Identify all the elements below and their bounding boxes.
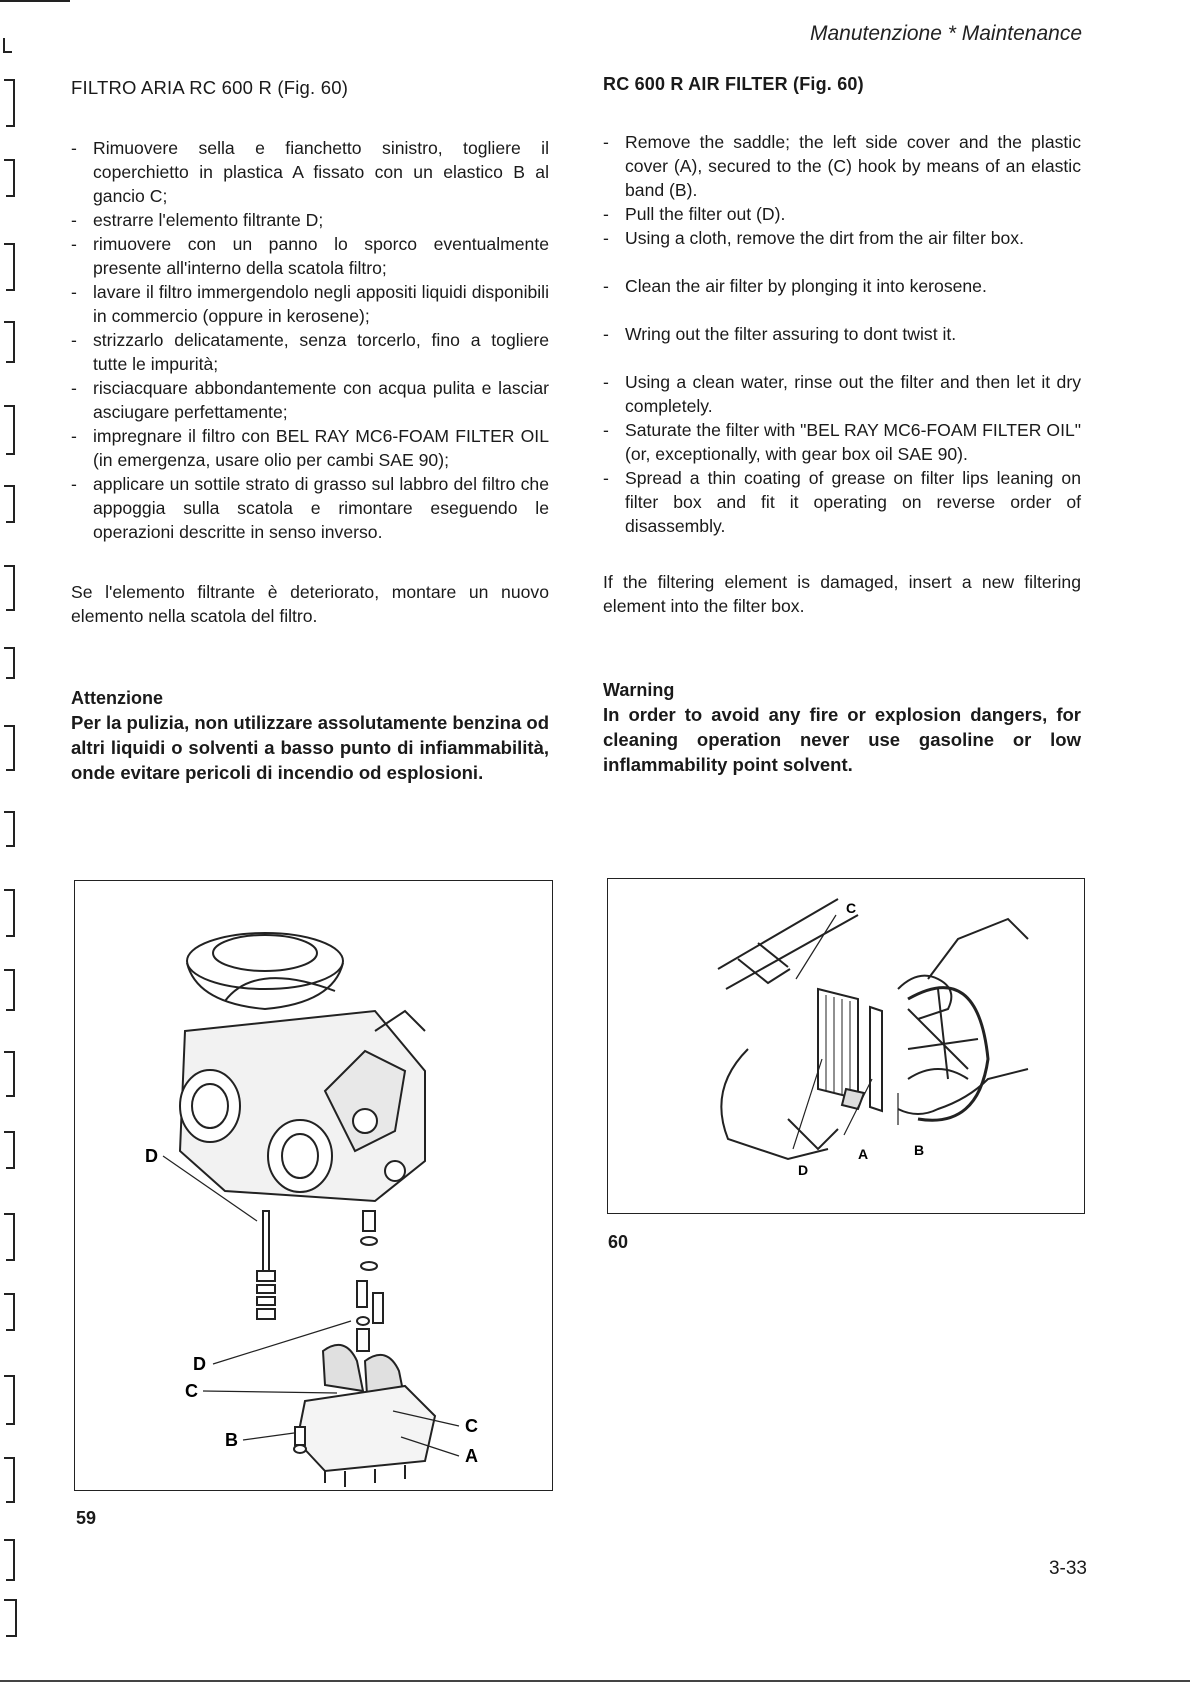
list-item: - Spread a thin coating of grease on filter lips leaning on filter box and fit it operating on reverse order of disassembly. [603,466,1081,538]
list-item: - Using a cloth, remove the dirt from the air filter box. [603,226,1081,250]
label-a: A [465,1446,478,1466]
figure-59-number: 59 [76,1508,97,1528]
english-steps [603,130,1081,538]
figure-60-number: 60 [608,1232,629,1252]
binding-margin-marks [0,0,28,1684]
label-c: C [846,900,857,916]
list-item: - rimuovere con un panno lo sporco eventualmente presente all'interno della scatola filtro; [71,232,549,280]
label-c-right: C [465,1416,478,1436]
figure-60-box [607,878,1085,1214]
running-head: Manutenzione * Maintenance [809,22,1082,45]
label-d-upper: D [145,1146,158,1166]
english-note: If the filtering element is damaged, insert a new filtering element into the filter box. [603,572,1081,616]
label-d: D [798,1162,809,1178]
list-item: - Pull the filter out (D). [603,202,1081,226]
italian-warning [71,686,549,785]
air-filter-illustration [608,879,1084,1213]
english-warning-body: In order to avoid any fire or explosion dangers, for cleaning operation never use gasoline or low inflammability point solvent. [603,704,1081,775]
english-warning-title: Warning [603,680,675,700]
list-item: - risciacquare abbondantemente con acqua pulita e lasciar asciugare perfettamente; [71,376,549,424]
list-item: - Wring out the filter assuring to dont twist it. [603,322,1081,346]
italian-column [71,76,550,783]
list-item: - Using a clean water, rinse out the filter and then let it dry completely. [603,370,1081,418]
italian-note: Se l'elemento filtrante è deteriorato, montare un nuovo elemento nella scatola del filtro. [71,582,549,626]
italian-warning-body: Per la pulizia, non utilizzare assolutamente benzina od altri liquidi o solventi a basso punto di infiammabilità, onde evitare pericoli di incendio od esplosioni. [71,712,550,783]
list-item: - Saturate the filter with "BEL RAY MC6-FOAM FILTER OIL" (or, exceptionally, with gear box oil SAE 90). [603,418,1081,466]
italian-warning-title: Attenzione [71,688,163,708]
list-item: - Remove the saddle; the left side cover and the plastic cover (A), secured to the (C) hook by means of an elastic band (B). [603,130,1081,202]
label-d-lower: D [193,1354,206,1374]
label-b: B [225,1430,238,1450]
italian-steps [71,136,549,544]
english-warning [603,678,1081,777]
figure-59-box [74,880,553,1491]
label-a: A [858,1146,869,1162]
english-column [603,72,1081,775]
list-item: - applicare un sottile strato di grasso sul labbro del filtro che appoggia sulla scatola e rimontare eseguendo le operazioni descritte in senso inverso. [71,472,549,544]
list-item: - estrarre l'elemento filtrante D; [71,208,549,232]
english-title: RC 600 R AIR FILTER (Fig. 60) [603,74,864,94]
bottom-edge-line [0,1680,1190,1682]
list-item: - Rimuovere sella e fianchetto sinistro, togliere il coperchietto in plastica A fissato con un elastico B al gancio C; [71,136,549,208]
label-c-left: C [185,1381,198,1401]
list-item: - lavare il filtro immergendolo negli appositi liquidi disponibili in commercio (oppure in kerosene); [71,280,549,328]
italian-title: FILTRO ARIA RC 600 R (Fig. 60) [71,77,349,98]
list-item: - impregnare il filtro con BEL RAY MC6-FOAM FILTER OIL (in emergenza, usare olio per cambi SAE 90); [71,424,549,472]
carburettor-illustration [75,881,552,1490]
list-item: - Clean the air filter by plonging it into kerosene. [603,274,1081,298]
label-b: B [914,1142,925,1158]
list-item: - strizzarlo delicatamente, senza torcerlo, fino a togliere tutte le impurità; [71,328,549,376]
page-number: 3-33 [1048,1558,1087,1579]
